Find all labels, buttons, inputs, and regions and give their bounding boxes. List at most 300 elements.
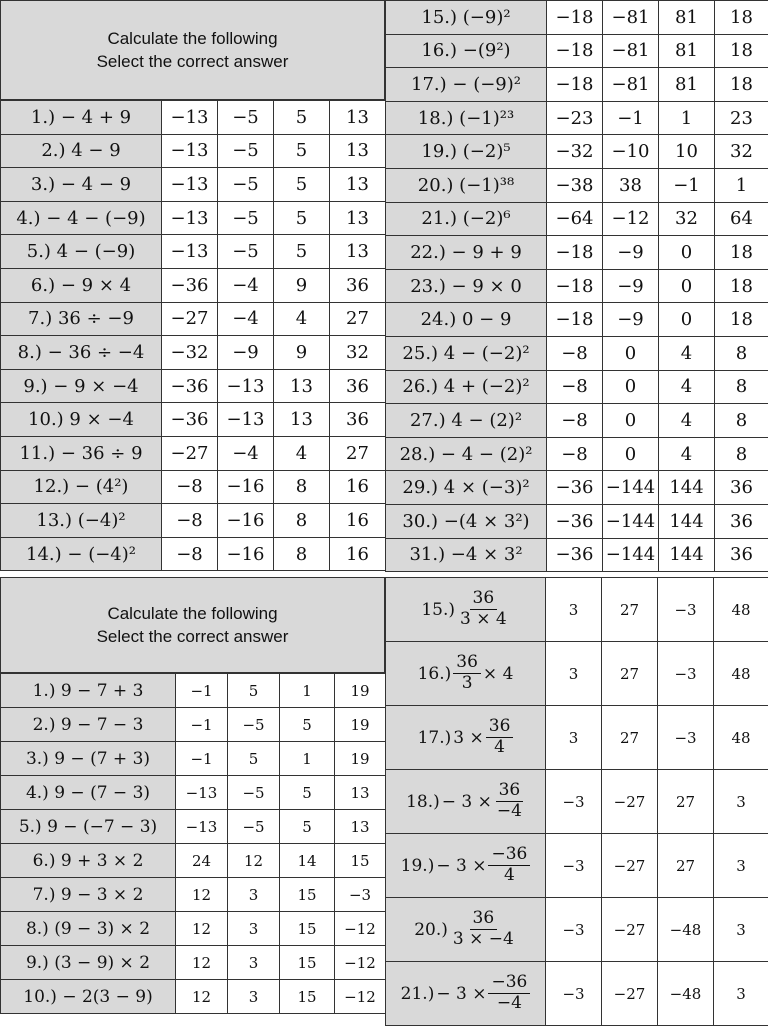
answer-option[interactable]: −27	[602, 834, 658, 898]
answer-option[interactable]: −48	[658, 962, 714, 1026]
answer-option[interactable]: 48	[714, 578, 768, 642]
answer-option[interactable]: 4	[659, 370, 715, 404]
answer-option[interactable]: 144	[659, 538, 715, 572]
question-cell: 12.) − (4²)	[1, 470, 162, 504]
answer-option[interactable]: −1	[176, 674, 228, 708]
numerator: 36	[470, 909, 498, 930]
answer-option[interactable]: −18	[547, 34, 603, 68]
question-row	[1, 537, 386, 571]
question-row	[1, 168, 386, 202]
question-row	[386, 34, 768, 68]
question-row	[386, 538, 768, 572]
answer-option[interactable]: −16	[218, 537, 274, 571]
question-label: 16.)	[418, 664, 452, 684]
answer-option[interactable]: 0	[659, 236, 715, 270]
answer-option[interactable]: −13	[162, 134, 218, 168]
question-row	[386, 168, 768, 202]
title-line-1: Calculate the following	[107, 602, 277, 625]
question-row	[386, 1, 768, 35]
answer-option[interactable]: 12	[176, 912, 228, 946]
answer-option[interactable]: 1	[659, 101, 715, 135]
question-row	[1, 946, 386, 980]
question-cell: 6.) − 9 × 4	[1, 268, 162, 302]
answer-option[interactable]: −27	[602, 770, 658, 834]
answer-option[interactable]: −5	[228, 810, 280, 844]
answer-option[interactable]: 18	[715, 269, 768, 303]
question-cell: 31.) −4 × 3²	[386, 538, 547, 572]
answer-option[interactable]: 48	[714, 706, 768, 770]
question-cell: 5.) 4 − (−9)	[1, 235, 162, 269]
question-cell: 20.) (−1)³⁸	[386, 168, 547, 202]
answer-option[interactable]: −18	[547, 1, 603, 35]
answer-option[interactable]: −18	[547, 68, 603, 102]
fraction-expression	[406, 781, 525, 821]
answer-option[interactable]: −13	[176, 776, 228, 810]
question-row	[1, 268, 386, 302]
answer-option[interactable]: 9	[274, 336, 330, 370]
answer-option[interactable]: 0	[659, 303, 715, 337]
answer-option[interactable]: 32	[330, 336, 386, 370]
answer-option[interactable]: 4	[659, 336, 715, 370]
answer-option[interactable]: −5	[228, 708, 280, 742]
expression-prefix: − 3 ×	[436, 984, 486, 1004]
answer-option[interactable]: −81	[603, 1, 659, 35]
question-cell: 3.) − 4 − 9	[1, 168, 162, 202]
question-cell: 1.) − 4 + 9	[1, 101, 162, 135]
answer-option[interactable]: −144	[603, 538, 659, 572]
question-row	[1, 980, 386, 1014]
answer-option[interactable]: 8	[274, 537, 330, 571]
question-row	[386, 834, 768, 898]
answer-option[interactable]: 4	[274, 302, 330, 336]
answer-option[interactable]: −9	[603, 269, 659, 303]
answer-option[interactable]: −13	[162, 168, 218, 202]
answer-option[interactable]: −10	[603, 135, 659, 169]
question-row	[386, 269, 768, 303]
answer-option[interactable]: 3	[714, 770, 768, 834]
answer-option[interactable]: −38	[547, 168, 603, 202]
answer-option[interactable]: 144	[659, 471, 715, 505]
question-row	[386, 370, 768, 404]
answer-option[interactable]: −12	[335, 912, 386, 946]
answer-option[interactable]: −32	[547, 135, 603, 169]
question-cell	[386, 642, 546, 706]
numerator: 36	[486, 717, 514, 738]
numerator: −36	[488, 973, 530, 994]
answer-option[interactable]: −9	[603, 236, 659, 270]
answer-option[interactable]: 81	[659, 34, 715, 68]
fraction-expression	[401, 845, 531, 885]
answer-option[interactable]: 5	[280, 776, 335, 810]
answer-option[interactable]: 13	[330, 134, 386, 168]
question-row	[1, 742, 386, 776]
answer-option[interactable]: 36	[715, 471, 768, 505]
answer-option[interactable]: −8	[162, 504, 218, 538]
answer-option[interactable]: 8	[274, 504, 330, 538]
answer-option[interactable]: 15	[280, 946, 335, 980]
worksheet-1-right-table	[385, 0, 768, 572]
answer-option[interactable]: 36	[330, 403, 386, 437]
answer-option[interactable]: 5	[274, 168, 330, 202]
answer-option[interactable]: 15	[280, 912, 335, 946]
answer-option[interactable]: −8	[162, 470, 218, 504]
answer-option[interactable]: −5	[218, 134, 274, 168]
question-cell: 7.) 36 ÷ −9	[1, 302, 162, 336]
answer-option[interactable]: 19	[335, 674, 386, 708]
question-cell	[386, 578, 546, 642]
answer-option[interactable]: 5	[228, 742, 280, 776]
question-row	[1, 912, 386, 946]
question-cell: 10.) 9 × −4	[1, 403, 162, 437]
answer-option[interactable]: −3	[546, 898, 602, 962]
answer-option[interactable]: 13	[274, 369, 330, 403]
answer-option[interactable]: 27	[602, 578, 658, 642]
answer-option[interactable]: −3	[546, 962, 602, 1026]
worksheet-1-left-table	[0, 100, 386, 571]
answer-option[interactable]: −5	[218, 201, 274, 235]
answer-option[interactable]: 5	[280, 708, 335, 742]
question-cell: 11.) − 36 ÷ 9	[1, 436, 162, 470]
answer-option[interactable]: −12	[335, 980, 386, 1014]
answer-option[interactable]: −5	[218, 101, 274, 135]
answer-option[interactable]: −27	[602, 898, 658, 962]
answer-option[interactable]: 1	[280, 742, 335, 776]
answer-option[interactable]: −18	[547, 303, 603, 337]
answer-option[interactable]: 3	[714, 962, 768, 1026]
question-cell: 9.) − 9 × −4	[1, 369, 162, 403]
answer-option[interactable]: 13	[330, 168, 386, 202]
answer-option[interactable]: −9	[603, 303, 659, 337]
answer-option[interactable]: −8	[547, 404, 603, 438]
answer-option[interactable]: −36	[162, 369, 218, 403]
worksheet-1-title	[0, 0, 385, 100]
answer-option[interactable]: 13	[335, 810, 386, 844]
answer-option[interactable]: 18	[715, 236, 768, 270]
fraction	[488, 973, 530, 1013]
answer-option[interactable]: 16	[330, 470, 386, 504]
answer-option[interactable]: −13	[218, 369, 274, 403]
answer-option[interactable]: −8	[547, 336, 603, 370]
answer-option[interactable]: 4	[274, 436, 330, 470]
answer-option[interactable]: 27	[330, 436, 386, 470]
question-cell	[386, 770, 546, 834]
answer-option[interactable]: 3	[546, 642, 602, 706]
denominator: 3 × 4	[457, 610, 510, 630]
question-cell: 2.) 9 − 7 − 3	[1, 708, 176, 742]
answer-option[interactable]: 5	[274, 201, 330, 235]
question-row	[386, 101, 768, 135]
numerator: −36	[488, 845, 530, 866]
answer-option[interactable]: 81	[659, 68, 715, 102]
denominator: −4	[494, 802, 525, 822]
numerator: 36	[470, 589, 498, 610]
answer-option[interactable]: −4	[218, 436, 274, 470]
answer-option[interactable]: 12	[176, 980, 228, 1014]
question-cell	[386, 962, 546, 1026]
answer-option[interactable]: −16	[218, 504, 274, 538]
answer-option[interactable]: 4	[659, 404, 715, 438]
question-cell: 22.) − 9 + 9	[386, 236, 547, 270]
answer-option[interactable]: −81	[603, 68, 659, 102]
question-cell: 19.) (−2)⁵	[386, 135, 547, 169]
answer-option[interactable]: 32	[715, 135, 768, 169]
answer-option[interactable]: 12	[176, 878, 228, 912]
question-cell: 14.) − (−4)²	[1, 537, 162, 571]
answer-option[interactable]: 9	[274, 268, 330, 302]
fraction	[457, 589, 510, 629]
answer-option[interactable]: 13	[274, 403, 330, 437]
question-row	[386, 504, 768, 538]
answer-option[interactable]: 48	[714, 642, 768, 706]
answer-option[interactable]: 3	[228, 980, 280, 1014]
answer-option[interactable]: −4	[218, 268, 274, 302]
answer-option[interactable]: −36	[162, 268, 218, 302]
fraction	[494, 781, 525, 821]
question-cell	[386, 706, 546, 770]
question-row	[386, 303, 768, 337]
question-cell: 25.) 4 − (−2)²	[386, 336, 547, 370]
answer-option[interactable]: −4	[218, 302, 274, 336]
answer-option[interactable]: 36	[715, 538, 768, 572]
answer-option[interactable]: −5	[218, 235, 274, 269]
answer-option[interactable]: 18	[715, 1, 768, 35]
question-row	[386, 202, 768, 236]
answer-option[interactable]: 13	[330, 201, 386, 235]
fraction-expression	[418, 717, 514, 757]
question-label: 15.)	[421, 600, 455, 620]
question-row	[1, 810, 386, 844]
answer-option[interactable]: −144	[603, 471, 659, 505]
question-cell: 8.) − 36 ÷ −4	[1, 336, 162, 370]
answer-option[interactable]: 27	[658, 770, 714, 834]
question-row	[386, 236, 768, 270]
answer-option[interactable]: −1	[659, 168, 715, 202]
question-row	[1, 436, 386, 470]
answer-option[interactable]: 3	[228, 878, 280, 912]
question-cell: 17.) − (−9)²	[386, 68, 547, 102]
question-cell: 29.) 4 × (−3)²	[386, 471, 547, 505]
expression-prefix: − 3 ×	[436, 856, 486, 876]
answer-option[interactable]: −1	[176, 708, 228, 742]
answer-option[interactable]: −13	[162, 101, 218, 135]
answer-option[interactable]: 23	[715, 101, 768, 135]
answer-option[interactable]: 12	[176, 946, 228, 980]
answer-option[interactable]: 5	[228, 674, 280, 708]
answer-option[interactable]: 13	[335, 776, 386, 810]
answer-option[interactable]: −81	[603, 34, 659, 68]
answer-option[interactable]: −13	[162, 235, 218, 269]
answer-option[interactable]: 27	[602, 642, 658, 706]
question-cell: 3.) 9 − (7 + 3)	[1, 742, 176, 776]
question-row	[1, 201, 386, 235]
answer-option[interactable]: 15	[280, 980, 335, 1014]
question-row	[1, 403, 386, 437]
answer-option[interactable]: −12	[335, 946, 386, 980]
question-cell: 16.) −(9²)	[386, 34, 547, 68]
answer-option[interactable]: −23	[547, 101, 603, 135]
fraction	[486, 717, 514, 757]
answer-option[interactable]: 14	[280, 844, 335, 878]
answer-option[interactable]: 36	[330, 369, 386, 403]
answer-option[interactable]: −1	[176, 742, 228, 776]
answer-option[interactable]: −18	[547, 236, 603, 270]
answer-option[interactable]: −64	[547, 202, 603, 236]
answer-option[interactable]: 19	[335, 742, 386, 776]
answer-option[interactable]: −13	[162, 201, 218, 235]
answer-option[interactable]: −48	[658, 898, 714, 962]
answer-option[interactable]: −18	[547, 269, 603, 303]
answer-option[interactable]: −12	[603, 202, 659, 236]
answer-option[interactable]: 19	[335, 708, 386, 742]
answer-option[interactable]: 5	[274, 235, 330, 269]
answer-option[interactable]: 15	[280, 878, 335, 912]
answer-option[interactable]: 5	[274, 101, 330, 135]
answer-option[interactable]: 8	[274, 470, 330, 504]
answer-option[interactable]: 16	[330, 504, 386, 538]
answer-option[interactable]: −1	[603, 101, 659, 135]
answer-option[interactable]: 13	[330, 235, 386, 269]
question-cell: 30.) −(4 × 3²)	[386, 504, 547, 538]
answer-option[interactable]: 3	[714, 834, 768, 898]
answer-option[interactable]: 18	[715, 68, 768, 102]
answer-option[interactable]: 0	[659, 269, 715, 303]
answer-option[interactable]: −36	[547, 504, 603, 538]
answer-option[interactable]: 27	[602, 706, 658, 770]
answer-option[interactable]: 16	[330, 537, 386, 571]
denominator: 4	[501, 866, 518, 886]
answer-option[interactable]: −36	[162, 403, 218, 437]
answer-option[interactable]: 3	[228, 946, 280, 980]
answer-option[interactable]: −3	[658, 642, 714, 706]
question-cell: 5.) 9 − (−7 − 3)	[1, 810, 176, 844]
answer-option[interactable]: −5	[228, 776, 280, 810]
question-row	[1, 101, 386, 135]
answer-option[interactable]: 27	[330, 302, 386, 336]
answer-option[interactable]: −13	[218, 403, 274, 437]
answer-option[interactable]: −3	[546, 834, 602, 898]
answer-option[interactable]: 8	[715, 404, 768, 438]
expression-prefix: 3 ×	[453, 728, 483, 748]
answer-option[interactable]: 15	[335, 844, 386, 878]
answer-option[interactable]: 18	[715, 34, 768, 68]
answer-option[interactable]: −32	[162, 336, 218, 370]
question-row	[1, 134, 386, 168]
answer-option[interactable]: 3	[546, 706, 602, 770]
answer-option[interactable]: 64	[715, 202, 768, 236]
answer-option[interactable]: 144	[659, 504, 715, 538]
answer-option[interactable]: 81	[659, 1, 715, 35]
fraction-expression	[414, 909, 517, 949]
answer-option[interactable]: 3	[228, 912, 280, 946]
answer-option[interactable]: −27	[162, 436, 218, 470]
answer-option[interactable]: −3	[335, 878, 386, 912]
question-row	[386, 770, 768, 834]
answer-option[interactable]: 0	[603, 437, 659, 471]
answer-option[interactable]: −36	[547, 538, 603, 572]
answer-option[interactable]: 24	[176, 844, 228, 878]
question-row	[1, 844, 386, 878]
answer-option[interactable]: 1	[280, 674, 335, 708]
denominator: 3	[459, 674, 476, 694]
answer-option[interactable]: −27	[162, 302, 218, 336]
question-cell: 7.) 9 − 3 × 2	[1, 878, 176, 912]
answer-option[interactable]: −8	[547, 437, 603, 471]
answer-option[interactable]: 27	[658, 834, 714, 898]
answer-option[interactable]: −8	[162, 537, 218, 571]
answer-option[interactable]: 8	[715, 336, 768, 370]
answer-option[interactable]: 10	[659, 135, 715, 169]
answer-option[interactable]: 3	[546, 578, 602, 642]
answer-option[interactable]: −27	[602, 962, 658, 1026]
title-line-2: Select the correct answer	[97, 625, 289, 648]
worksheet-2-title	[0, 577, 385, 673]
answer-option[interactable]: −5	[218, 168, 274, 202]
question-row	[386, 898, 768, 962]
question-cell: 13.) (−4)²	[1, 504, 162, 538]
answer-option[interactable]: 38	[603, 168, 659, 202]
question-label: 19.)	[401, 856, 435, 876]
question-label: 21.)	[401, 984, 435, 1004]
answer-option[interactable]: −3	[658, 578, 714, 642]
question-cell: 2.) 4 − 9	[1, 134, 162, 168]
answer-option[interactable]: 36	[715, 504, 768, 538]
answer-option[interactable]: −13	[176, 810, 228, 844]
answer-option[interactable]: 0	[603, 370, 659, 404]
question-cell: 10.) − 2(3 − 9)	[1, 980, 176, 1014]
answer-option[interactable]: 4	[659, 437, 715, 471]
fraction-expression	[401, 973, 531, 1013]
answer-option[interactable]: 32	[659, 202, 715, 236]
answer-option[interactable]: −16	[218, 470, 274, 504]
expression-suffix: × 4	[483, 664, 513, 684]
numerator: 36	[496, 781, 524, 802]
answer-option[interactable]: −9	[218, 336, 274, 370]
fraction-expression	[418, 653, 514, 693]
answer-option[interactable]: 12	[228, 844, 280, 878]
question-row	[1, 235, 386, 269]
answer-option[interactable]: −3	[546, 770, 602, 834]
answer-option[interactable]: −144	[603, 504, 659, 538]
answer-option[interactable]: 18	[715, 303, 768, 337]
answer-option[interactable]: 8	[715, 370, 768, 404]
answer-option[interactable]: 36	[330, 268, 386, 302]
fraction	[450, 909, 517, 949]
question-cell: 21.) (−2)⁶	[386, 202, 547, 236]
question-cell: 1.) 9 − 7 + 3	[1, 674, 176, 708]
worksheet-2	[0, 577, 768, 1024]
answer-option[interactable]: −3	[658, 706, 714, 770]
question-row	[386, 135, 768, 169]
title-line-2: Select the correct answer	[97, 50, 289, 73]
numerator: 36	[453, 653, 481, 674]
answer-option[interactable]: 13	[330, 101, 386, 135]
question-row	[386, 68, 768, 102]
question-row	[386, 437, 768, 471]
question-row	[1, 504, 386, 538]
answer-option[interactable]: 0	[603, 404, 659, 438]
question-cell	[386, 834, 546, 898]
answer-option[interactable]: 5	[280, 810, 335, 844]
answer-option[interactable]: −8	[547, 370, 603, 404]
answer-option[interactable]: 3	[714, 898, 768, 962]
answer-option[interactable]: 5	[274, 134, 330, 168]
answer-option[interactable]: 0	[603, 336, 659, 370]
answer-option[interactable]: 1	[715, 168, 768, 202]
answer-option[interactable]: 8	[715, 437, 768, 471]
question-row	[386, 706, 768, 770]
question-label: 20.)	[414, 920, 448, 940]
answer-option[interactable]: −36	[547, 471, 603, 505]
